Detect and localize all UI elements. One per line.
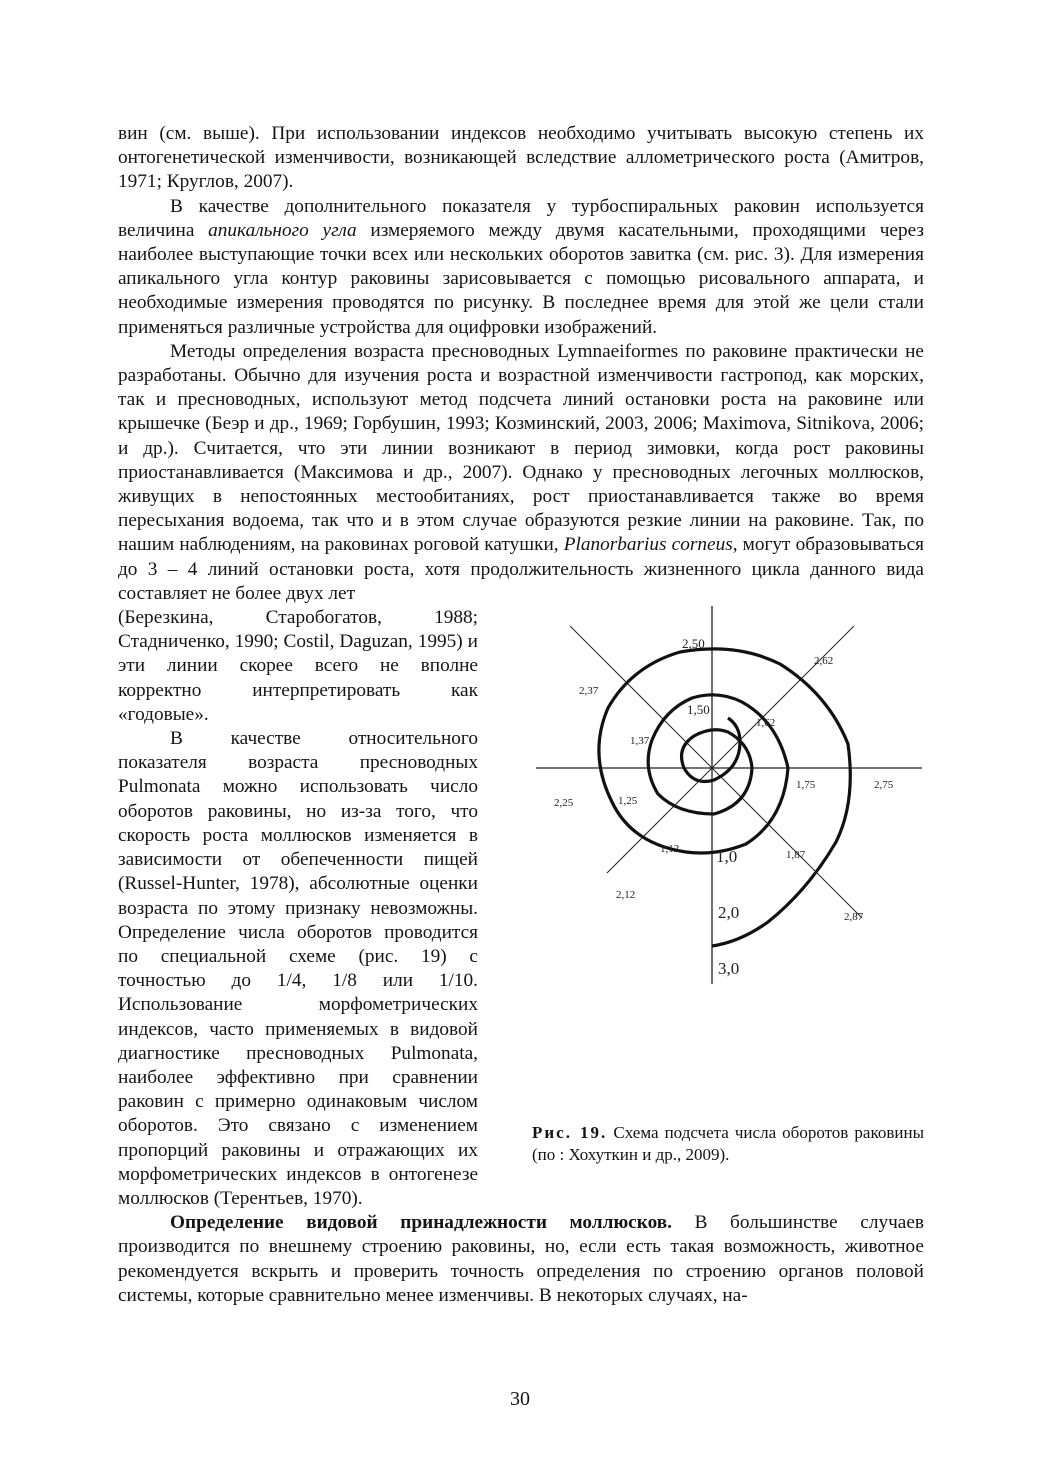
figure-caption-text: Схема подсчета числа оборотов раковины (по : Хохуткин и др., 2009). <box>532 1123 924 1165</box>
paragraph-2-text-b: измеряемого между двумя касательными, проходящими через наиболее выступающие точки всех или нескольких оборотов завитка (см. рис. 3). Для измерения апикального угла контур раковины зарисовывается с помощью рисовального аппарата, и необходимые измерения проводятся по рисунку. В последнее время для этой же цели стали применяться различные устройства для оцифровки изображений. <box>118 219 925 338</box>
label-2-62: 2,62 <box>814 655 834 668</box>
paragraph-2-text-a: В качестве дополнительного показателя у турбоспиральных раковин используется величина <box>118 195 924 241</box>
label-3-0: 3,0 <box>718 959 740 979</box>
label-1-75: 1,75 <box>796 779 816 792</box>
section-heading-inline: Определение видовой принадлежности моллюсков. <box>170 1212 672 1234</box>
text-figure-columns <box>118 606 924 1211</box>
paragraph-3-text-a: Методы определения возраста пресноводных Lymnaeiformes по раковине практически не разработаны. Обычно для изучения роста и возрастной изменчивости гастропод, как морских, так и пресноводных, используют метод подсчета линий остановки роста на раковине или крышечке (Беэр и др., 1969; Горбушин, 1993; Козминский, 2003, 2006; Maximova, Sitnikova, 2006; и др.). Считается, что эти линии возникают в период зимовки, когда рост раковины приостанавливается (Максимова и др., 2007). Однако у пресноводных легочных моллюсков, живущих в непостоянных местообитаниях, рост приостанавливается также во время пересыхания водоема, так что и в этом случае образуются резкие линии на раковине. Так, по нашим наблюдениям, на раковинах роговой катушки, <box>118 340 924 556</box>
paragraph-3 <box>118 340 924 606</box>
figure-caption-label: Рис. 19. <box>532 1123 608 1143</box>
whorl-count-diagram <box>532 606 924 1106</box>
label-2-50: 2,50 <box>682 636 705 652</box>
paragraph-4: В качестве относительного показателя возраста пресноводных Pulmonata можно использовать число оборотов раковины, но из-за того, что скорость роста моллюсков изменяется в зависимости от обепеченности пищей (Russel-Hunter, 1978), абсолютные оценки возраста по этому признаку невозможны. Определение числа оборотов проводится по специальной схеме (рис. 19) с точностью до 1/4, 1/8 или 1/10. Использование морфометрических индексов, часто применяемых в видовой диагностике пресноводных Pulmonata, наиболее эффективно при сравнении раковин с примерно одинаковым числом оборотов. Это связано с изменением пропорций раковины и отражающих их морфометрических индексов в онтогенезе моллюсков (Терентьев, 1970). <box>118 728 478 1209</box>
species-name: Planorbarius corneus <box>563 534 733 556</box>
paragraph-3-continuation: (Березкина, Старобогатов, 1988; Стадниченко, 1990; Costil, Daguzan, 1995) и эти линии скорее всего не вполне корректно интерпретировать как «годовые». <box>118 607 478 725</box>
paragraph-5-text: В большинстве случаев производится по внешнему строению раковины, но, если есть такая возможность, животное рекомендуется вскрыть и проверить точность определения по строению органов половой системы, которые сравнительно менее изменчивы. В некоторых случаях, на- <box>118 1212 924 1306</box>
left-text-column <box>118 606 478 1211</box>
paragraph-3-text-b: , могут образовываться до 3 – 4 линий остановки роста, хотя продолжительность жизненного цикла данного вида составляет не более двух лет <box>118 534 924 604</box>
label-1-0: 1,0 <box>716 847 738 867</box>
label-1-25: 1,25 <box>618 795 638 808</box>
label-1-37: 1,37 <box>630 735 650 748</box>
page-number: 30 <box>510 1388 530 1410</box>
label-2-0: 2,0 <box>718 903 740 923</box>
figure-19 <box>532 606 924 1211</box>
label-1-62: 1,62 <box>756 717 776 730</box>
paragraph-1: вин (см. выше). При использовании индексов необходимо учитывать высокую степень их онтогенетической изменчивости, возникающей вследствие аллометрического роста (Амитров, 1971; Круглов, 2007). <box>118 123 924 193</box>
label-2-37: 2,37 <box>579 685 599 698</box>
spiral-diagram-svg <box>532 606 924 1106</box>
paragraph-5 <box>118 1211 924 1308</box>
paragraph-2 <box>118 195 924 340</box>
label-1-87: 1,87 <box>786 849 806 862</box>
label-1-50: 1,50 <box>687 702 710 718</box>
apical-angle-term: апикального угла <box>208 219 357 241</box>
label-2-75: 2,75 <box>874 779 894 792</box>
label-1-12: 1,12 <box>660 843 680 856</box>
diagonal-nw-se <box>570 626 862 918</box>
label-2-12: 2,12 <box>616 889 636 902</box>
page-content <box>118 122 924 1308</box>
label-2-87: 2,87 <box>844 911 864 924</box>
figure-caption <box>532 1122 924 1166</box>
label-2-25: 2,25 <box>554 797 574 810</box>
